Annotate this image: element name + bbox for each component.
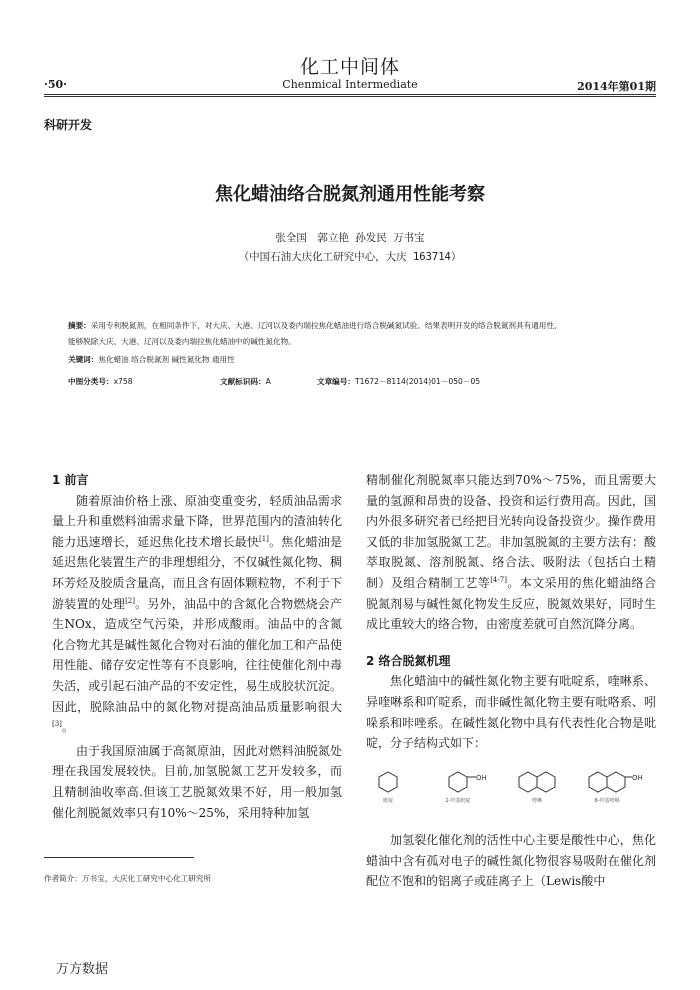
quinoline-ring-a [519, 772, 537, 792]
oh-label-2: OH [632, 774, 643, 782]
citation-2: [2] [125, 596, 135, 605]
label-hydroxyquinoline: 8-羟基喹啉 [594, 798, 620, 804]
authors: 张全国 郭立艳 孙发民 万书宝 [275, 232, 425, 244]
page-number: ·50· [44, 78, 67, 91]
citation-1: [1] [259, 534, 269, 543]
doc-code-label: 文献标识码： [220, 377, 266, 386]
citation-4-7: [4-7] [490, 575, 507, 584]
chemical-structures [366, 768, 656, 804]
article-title: 焦化蜡油络合脱氮剂通用性能考察 [215, 184, 485, 205]
hydroxyquinoline-ring-b [607, 772, 625, 792]
abstract-line1: 采用专利脱氮剂，在相同条件下，对大庆、大港、辽河以及委内瑞拉焦化蜡油进行络合脱碱氮试验。结果表明开发的络合脱氮剂具有通用性， [90, 321, 562, 330]
paragraph-continued: 精制催化剂脱氮率只能达到70%～75%，而且需要大量的氢源和昂贵的设备、投资和运行费用高。因此，国内外很多研究者已经把目光转向设备投资少。操作费用又低的非加氢脱氮工艺。非加氢脱氮的主要方法有：酸萃取脱氮、溶剂脱氮、络合法、吸附法（包括白土精制）及组合精制工艺等[4-7]。本文采用的焦化蜡油络合脱氮剂易与碱性氮化物发生反应，脱氮效果好，同时生成比重较大的络合物，由密度差就可自然沉降分离。 [366, 473, 656, 632]
watermark: 万方数据 [56, 962, 109, 977]
right-column-bottom [366, 830, 656, 892]
heading-mechanism: 2 络合脱氮机理 [366, 653, 451, 668]
journal-title-en: Chenmical Intermediate [282, 78, 418, 91]
affiliation: （中国石油大庆化工研究中心，大庆 163714） [238, 251, 462, 263]
left-column [52, 470, 342, 823]
section-tag: 科研开发 [44, 118, 93, 132]
paragraph-intro-2: 由于我国原油属于高氮原油，因此对燃料油脱氮处理在我国发展较快。目前,加氢脱氮工艺开发较多，而且精制油收率高.但该工艺脱氮效果不好，用一般加氢催化剂脱氮效率只有10%～25%，采用特种加氢 [52, 743, 342, 820]
keywords-text: 焦化蜡油 络合脱氮剂 碱性氮化物 通用性 [98, 355, 235, 364]
classification-value: x758 [113, 377, 133, 386]
abstract-line2: 能够脱除大庆、大港、辽河以及委内瑞拉焦化蜡油中的碱性氮化物。 [68, 337, 296, 346]
paragraph-mechanism: 焦化蜡油中的碱性氮化物主要有吡啶系，喹啉系、异喹啉系和吖啶系，而非碱性氮化物主要有吡咯系、吲哚系和咔唑系。在碱性氮化物中具有代表性化合物是吡啶，分子结构式如下： [366, 674, 656, 751]
article-number-value: T1672－8114(2014)01－050－05 [354, 377, 481, 386]
abstract-label: 摘要： [68, 321, 91, 330]
classification [68, 376, 133, 387]
oh-label-1: OH [476, 774, 487, 782]
doc-code-value: A [265, 377, 271, 386]
right-column [366, 470, 656, 754]
article-number-label: 文章编号： [317, 377, 355, 386]
quinoline-ring-b [537, 772, 555, 792]
doc-code [220, 376, 271, 387]
article-number [317, 376, 480, 387]
header-rule-thin [44, 96, 656, 97]
paragraph-catalyst: 加氢裂化催化剂的活性中心主要是酸性中心，焦化蜡油中含有孤对电子的碱性氮化物很容易吸附在催化剂配位不饱和的铝离子或硅离子上（Lewis酸中 [366, 833, 656, 889]
paragraph-intro-1: 随着原油价格上涨、原油变重变劣，轻质油品需求量上升和重燃料油需求量下降，世界范围内的渣油转化能力迅速增长，延迟焦化技术增长最快[1]。焦化蜡油是延迟焦化装置生产的非理想组分，不仅碱性氮化物、稠环芳烃及胶质含量高，而且含有固体颗粒物，不利于下游装置的处理[2]。另外，油品中的含氮化合物燃烧会产生NOx，造成空气污染，并形成酸雨。油品中的含氮化合物尤其是碱性氮化合物对石油的催化加工和产品使用性能、储存安定性等有不良影响，往往使催化剂中毒失活，或引起石油产品的不安定性，易生成胶状沉淀。因此，脱除油品中的氮化物对提高油品质量影响很大[3]。 [52, 493, 342, 735]
heading-introduction: 1 前言 [52, 473, 89, 487]
author-footnote: 作者简介：万书宝，大庆化工研究中心化工研究所 [44, 874, 212, 883]
classification-label: 中图分类号： [68, 377, 114, 386]
hydroxypyridine-ring [449, 772, 467, 792]
label-hydroxypyridine: 2-羟基吡啶 [445, 798, 471, 804]
issue-label: 2014年第01期 [577, 80, 656, 93]
header-rule [44, 94, 656, 95]
label-pyridine: 吡啶 [382, 798, 394, 804]
footnote-rule [44, 857, 194, 858]
journal-title-cn: 化工中间体 [299, 56, 400, 78]
label-quinoline: 喹啉 [531, 798, 543, 804]
abstract [68, 318, 636, 350]
citation-3: [3] [52, 720, 62, 729]
pyridine-ring [379, 772, 397, 792]
keywords-label: 关键词： [68, 355, 99, 364]
keywords [68, 354, 235, 365]
hydroxyquinoline-ring-a [589, 772, 607, 792]
